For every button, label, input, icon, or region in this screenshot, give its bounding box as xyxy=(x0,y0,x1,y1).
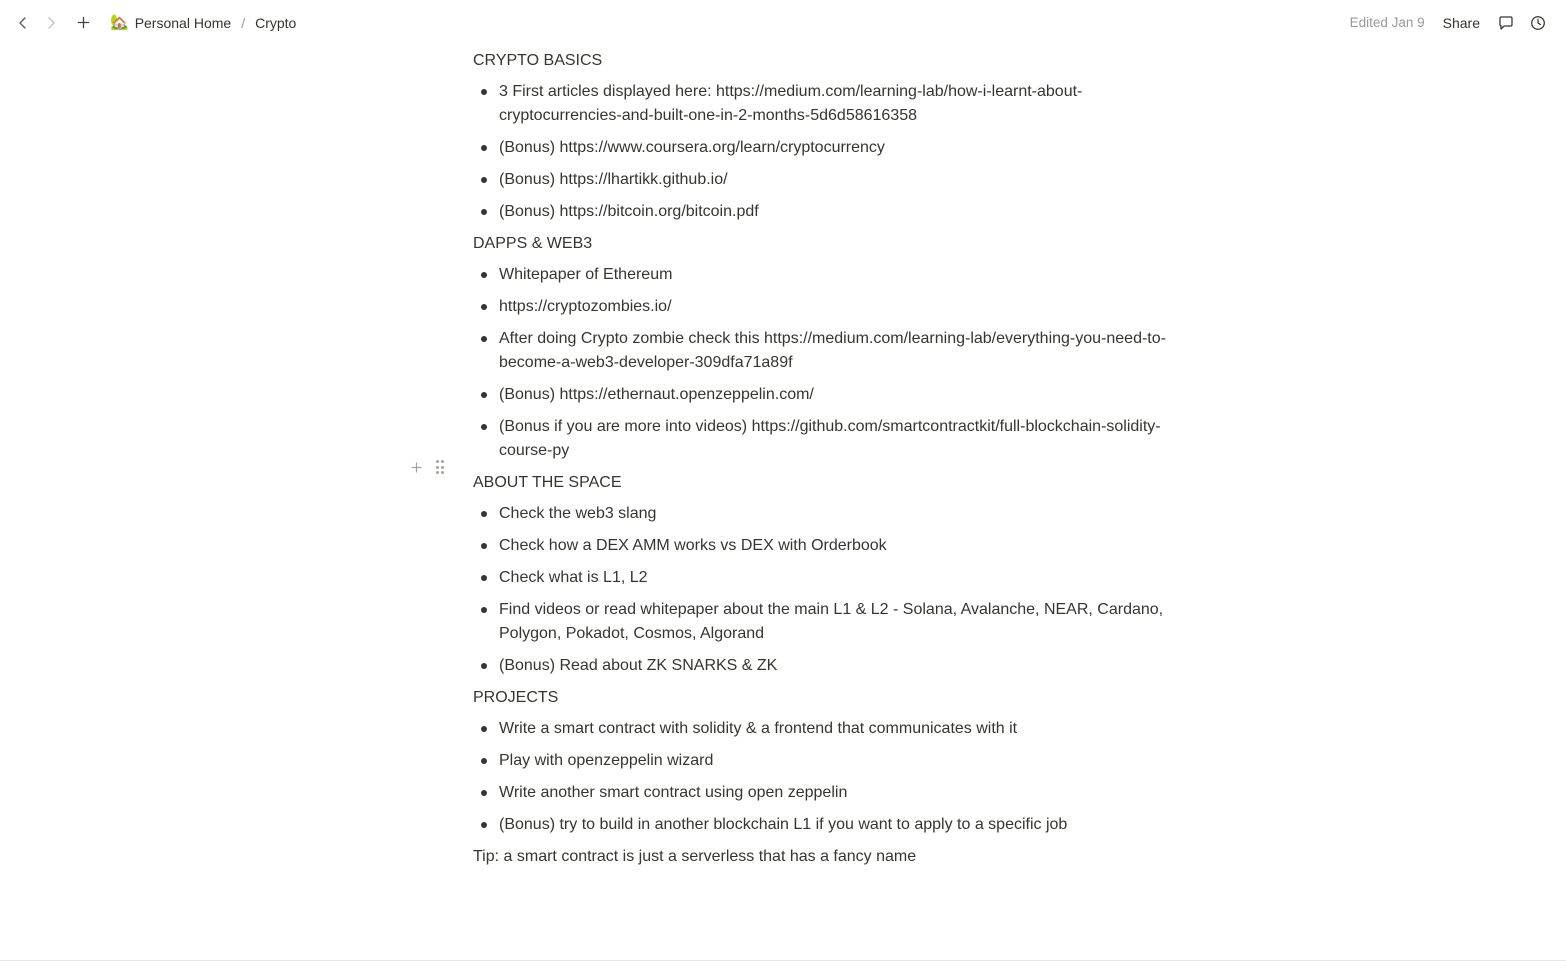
block-hover-controls xyxy=(406,456,450,478)
back-icon[interactable] xyxy=(10,10,36,36)
list-item[interactable]: Check what is L1, L2 xyxy=(497,562,1179,594)
list-item[interactable]: Find videos or read whitepaper about the main L1 & L2 - Solana, Avalanche, NEAR, Cardano, Polygon, Pokadot, Cosmos, Algorand xyxy=(497,594,1179,650)
home-emoji-icon: 🏡 xyxy=(110,14,129,31)
section-heading: ABOUT THE SPACE xyxy=(473,474,622,491)
top-bar xyxy=(0,0,1566,45)
list-item[interactable]: Write a smart contract with solidity & a frontend that communicates with it xyxy=(497,713,1179,745)
new-page-plus-icon[interactable] xyxy=(70,10,96,36)
comment-icon[interactable] xyxy=(1492,9,1520,37)
list-item[interactable]: (Bonus) https://ethernaut.openzeppelin.com/ xyxy=(497,379,1179,411)
top-bar-left xyxy=(10,10,1344,36)
top-bar-right xyxy=(1344,9,1552,37)
breadcrumb-current[interactable] xyxy=(249,12,302,34)
list-item[interactable]: Check how a DEX AMM works vs DEX with Orderbook xyxy=(497,530,1179,562)
share-button[interactable]: Share xyxy=(1442,14,1480,31)
list-item[interactable]: 3 First articles displayed here: https://medium.com/learning-lab/how-i-learnt-about-cryptocurrencies-and-built-one-in-2-months-5d6d58616358 xyxy=(497,76,1179,132)
breadcrumb-separator: / xyxy=(241,14,246,31)
bulleted-list xyxy=(471,713,1179,841)
forward-icon[interactable] xyxy=(38,10,64,36)
breadcrumb-home-label: Personal Home xyxy=(134,14,232,31)
list-item[interactable]: Play with openzeppelin wizard xyxy=(497,745,1179,777)
list-item[interactable]: After doing Crypto zombie check this https://medium.com/learning-lab/everything-you-need-to-become-a-web3-developer-309dfa71a89f xyxy=(497,323,1179,379)
list-item[interactable]: https://cryptozombies.io/ xyxy=(497,291,1179,323)
list-item[interactable]: Write another smart contract using open zeppelin xyxy=(497,777,1179,809)
breadcrumb-home[interactable] xyxy=(104,12,237,34)
list-item[interactable]: Check the web3 slang xyxy=(497,498,1179,530)
list-item[interactable]: (Bonus) https://lhartikk.github.io/ xyxy=(497,164,1179,196)
section-heading: PROJECTS xyxy=(473,689,559,706)
list-item[interactable]: Whitepaper of Ethereum xyxy=(497,259,1179,291)
list-item[interactable]: (Bonus) try to build in another blockchain L1 if you want to apply to a specific job xyxy=(497,809,1179,841)
breadcrumb-current-label: Crypto xyxy=(255,14,297,31)
list-item[interactable]: (Bonus) https://bitcoin.org/bitcoin.pdf xyxy=(497,196,1179,228)
drag-handle-icon[interactable] xyxy=(430,456,450,478)
add-block-plus-icon[interactable] xyxy=(406,456,426,478)
bottom-divider xyxy=(0,960,1566,961)
list-item[interactable]: (Bonus) Read about ZK SNARKS & ZK xyxy=(497,650,1179,682)
tip-paragraph[interactable]: Tip: a smart contract is just a serverless that has a fancy name xyxy=(473,848,917,865)
page-body xyxy=(0,46,1566,872)
edited-timestamp[interactable]: Edited Jan 9 xyxy=(1349,15,1425,30)
section-heading: DAPPS & WEB3 xyxy=(473,235,593,252)
updates-clock-icon[interactable] xyxy=(1524,9,1552,37)
page-content xyxy=(471,46,1179,872)
list-item[interactable]: (Bonus if you are more into videos) https://github.com/smartcontractkit/full-blockchain-solidity-course-py xyxy=(497,411,1179,467)
list-item[interactable]: (Bonus) https://www.coursera.org/learn/cryptocurrency xyxy=(497,132,1179,164)
bulleted-list xyxy=(471,498,1179,682)
section-heading: CRYPTO BASICS xyxy=(473,52,603,69)
bulleted-list xyxy=(471,259,1179,467)
bulleted-list xyxy=(471,76,1179,228)
